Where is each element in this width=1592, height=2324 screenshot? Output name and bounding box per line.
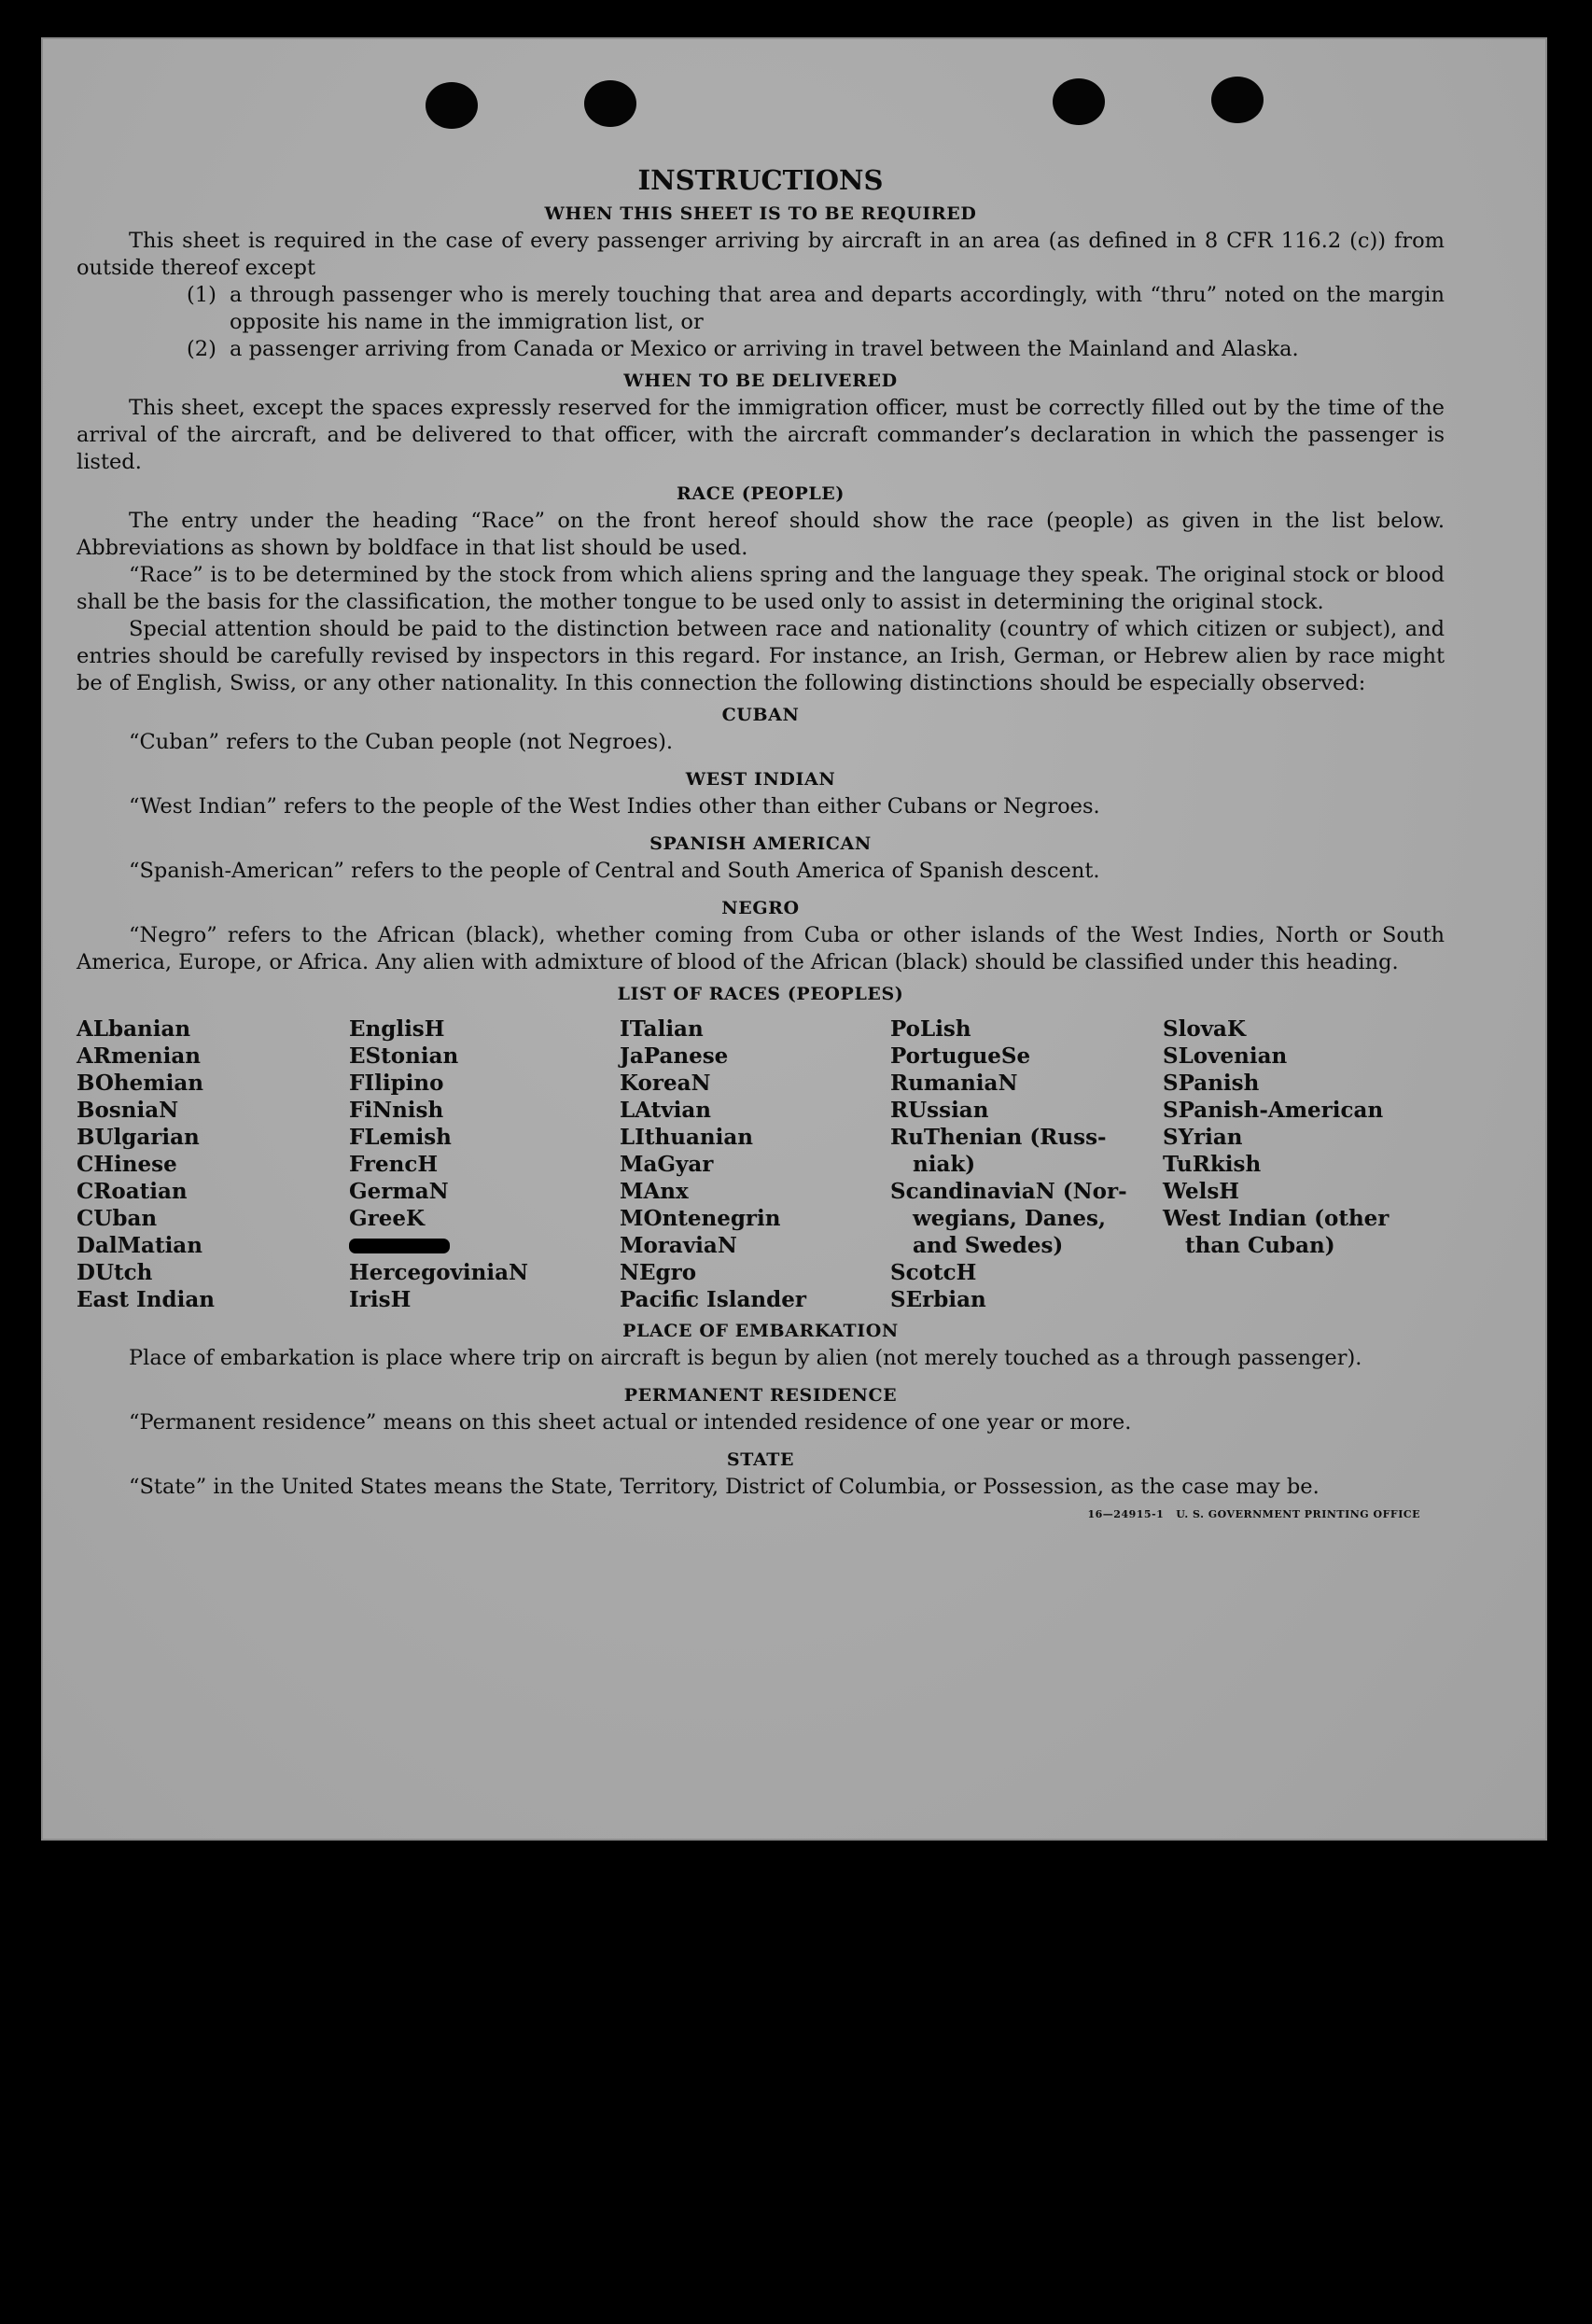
race-entry: PortugueSe xyxy=(890,1043,1031,1069)
race-entry: CHinese xyxy=(77,1152,177,1177)
race-entry: LIthuanian xyxy=(620,1125,753,1150)
print-footer xyxy=(77,1501,1445,1528)
heading-when-required: WHEN THIS SHEET IS TO BE REQUIRED xyxy=(544,203,977,224)
heading-embarkation: PLACE OF EMBARKATION xyxy=(622,1321,899,1341)
when-delivered-text: This sheet, except the spaces expressly reserved for the immigration officer, must be correctly filled out by the time of the arrival of the aircraft, and be delivered to that officer, with the aircraft commander’s declaration in which the passenger is listed. xyxy=(77,396,1445,474)
race-entry: IrisH xyxy=(349,1287,412,1312)
races-grid xyxy=(77,1015,1445,1313)
race-entry: PoLish xyxy=(890,1016,971,1042)
race-entry: JaPanese xyxy=(620,1043,729,1069)
race-entry: HercegoviniaN xyxy=(349,1260,529,1285)
document-sheet xyxy=(41,37,1547,1841)
race-entry: RUssian xyxy=(890,1098,989,1123)
race-entry: LAtvian xyxy=(620,1098,711,1123)
exception-text: a passenger arriving from Canada or Mexico or arriving in travel between the Mainland and Alaska. xyxy=(230,337,1299,361)
race-entry: ALbanian xyxy=(77,1016,191,1042)
heading-state: STATE xyxy=(726,1449,795,1470)
redaction-mark xyxy=(349,1239,450,1253)
race-entry-continued: niak) xyxy=(913,1152,976,1177)
race-entry: SPanish-American xyxy=(1163,1098,1384,1123)
instructions-content xyxy=(77,155,1445,1528)
race-entry: SLovenian xyxy=(1163,1043,1288,1069)
race-entry-continued: and Swedes) xyxy=(913,1233,1064,1258)
race-entry: ScandinaviaN (Nor- xyxy=(890,1179,1127,1204)
heading-west-indian: WEST INDIAN xyxy=(685,769,836,790)
race-entry-continued: than Cuban) xyxy=(1185,1233,1335,1258)
race-entry: SlovaK xyxy=(1163,1016,1246,1042)
heading-cuban: CUBAN xyxy=(721,705,800,725)
race-entry: MaGyar xyxy=(620,1152,714,1177)
punch-hole xyxy=(584,80,636,127)
heading-spanish-american: SPANISH AMERICAN xyxy=(649,833,872,854)
punch-hole xyxy=(1053,78,1105,125)
race-entry: DUtch xyxy=(77,1260,153,1285)
race-entry: ARmenian xyxy=(77,1043,202,1069)
page-title: INSTRUCTIONS xyxy=(637,164,884,196)
race-entry: FiNnish xyxy=(349,1098,444,1123)
heading-residence: PERMANENT RESIDENCE xyxy=(623,1385,898,1406)
embarkation-text: Place of embarkation is place where trip on aircraft is begun by alien (not merely touched as a through passenger). xyxy=(129,1346,1362,1370)
exception-item xyxy=(187,282,1445,336)
race-entry: RuThenian (Russ- xyxy=(890,1125,1107,1150)
race-entry: ITalian xyxy=(620,1016,704,1042)
race-entry: BUlgarian xyxy=(77,1125,200,1150)
races-column xyxy=(620,1015,890,1313)
race-entry: MoraviaN xyxy=(620,1233,737,1258)
cuban-text: “Cuban” refers to the Cuban people (not Negroes). xyxy=(129,730,674,754)
heading-when-delivered: WHEN TO BE DELIVERED xyxy=(623,371,898,391)
exception-item xyxy=(187,336,1445,363)
punch-hole xyxy=(1211,77,1264,123)
race-entry: MAnx xyxy=(620,1179,689,1204)
heading-race: RACE (PEOPLE) xyxy=(677,483,845,504)
when-required-intro: This sheet is required in the case of every passenger arriving by aircraft in an area (as defined in 8 CFR 116.2 (c)) from outside thereof except xyxy=(77,229,1445,280)
race-entry: BOhemian xyxy=(77,1071,203,1096)
exception-text: a through passenger who is merely touching that area and departs accordingly, with “thru” noted on the margin opposite his name in the immigration list, or xyxy=(230,283,1445,334)
race-entry-continued: wegians, Danes, xyxy=(913,1206,1106,1231)
race-entry: ScotcH xyxy=(890,1260,977,1285)
heading-negro: NEGRO xyxy=(721,898,800,918)
west-indian-text: “West Indian” refers to the people of the West Indies other than either Cubans or Negroes. xyxy=(129,794,1100,819)
race-entry: SYrian xyxy=(1163,1125,1243,1150)
exception-list xyxy=(187,282,1445,363)
heading-races-list: LIST OF RACES (PEOPLES) xyxy=(617,984,904,1004)
race-entry: EnglisH xyxy=(349,1016,445,1042)
race-entry: KoreaN xyxy=(620,1071,711,1096)
printer-imprint xyxy=(1088,1501,1445,1528)
race-entry: SErbian xyxy=(890,1287,986,1312)
race-entry: WelsH xyxy=(1163,1179,1240,1204)
race-entry: FrencH xyxy=(349,1152,439,1177)
exception-number: (2) xyxy=(187,337,216,361)
residence-text: “Permanent residence” means on this sheet actual or intended residence of one year or more. xyxy=(129,1410,1132,1435)
race-entry: FIlipino xyxy=(349,1071,444,1096)
race-entry: Pacific Islander xyxy=(620,1287,806,1312)
race-paragraph-2: “Race” is to be determined by the stock from which aliens spring and the language they speak. The original stock or blood shall be the basis for the classification, the mother tongue to be used only to assist in determining the original stock. xyxy=(77,563,1445,614)
race-entry: GermaN xyxy=(349,1179,449,1204)
race-entry: SPanish xyxy=(1163,1071,1260,1096)
spanish-american-text: “Spanish-American” refers to the people of Central and South America of Spanish descent. xyxy=(129,859,1100,883)
race-entry: CUban xyxy=(77,1206,158,1231)
race-entry: West Indian (other xyxy=(1163,1206,1390,1231)
races-column xyxy=(1163,1015,1390,1313)
printer-name: U. S. GOVERNMENT PRINTING OFFICE xyxy=(1176,1508,1420,1520)
races-column xyxy=(890,1015,1163,1313)
race-entry: EStonian xyxy=(349,1043,459,1069)
race-paragraph-3: Special attention should be paid to the distinction between race and nationality (country of which citizen or subject), and entries should be carefully revised by inspectors in this regard. For instance, an Irish, German, or Hebrew alien by race might be of English, Swiss, or any other nationality. In this connection the following distinctions should be especially observed: xyxy=(77,617,1445,695)
form-number: 16—24915-1 xyxy=(1087,1508,1165,1520)
race-entry: DalMatian xyxy=(77,1233,202,1258)
race-entry: BosniaN xyxy=(77,1098,179,1123)
race-paragraph-1: The entry under the heading “Race” on the front hereof should show the race (people) as given in the list below. Abbreviations as shown by boldface in that list should be used. xyxy=(77,509,1445,560)
exception-number: (1) xyxy=(187,283,216,307)
races-column xyxy=(77,1015,349,1313)
race-entry: RumaniaN xyxy=(890,1071,1018,1096)
punch-hole xyxy=(426,82,478,129)
race-entry: MOntenegrin xyxy=(620,1206,781,1231)
race-entry: TuRkish xyxy=(1163,1152,1262,1177)
race-entry: CRoatian xyxy=(77,1179,188,1204)
race-entry: FLemish xyxy=(349,1125,452,1150)
race-entry: GreeK xyxy=(349,1206,426,1231)
race-entry: East Indian xyxy=(77,1287,215,1312)
race-entry: NEgro xyxy=(620,1260,697,1285)
races-column xyxy=(349,1015,620,1313)
negro-text: “Negro” refers to the African (black), whether coming from Cuba or other islands of the West Indies, North or South America, Europe, or Africa. Any alien with admixture of blood of the African (black) should be classified under this heading. xyxy=(77,923,1445,974)
state-text: “State” in the United States means the State, Territory, District of Columbia, or Possession, as the case may be. xyxy=(129,1475,1320,1499)
